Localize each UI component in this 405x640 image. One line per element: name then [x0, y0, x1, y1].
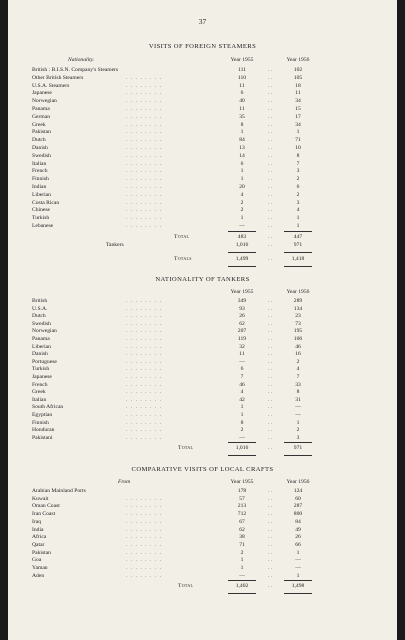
value-1956: 7: [296, 160, 300, 167]
row-label: Swedish: [32, 152, 51, 159]
table-row: Turkish . . . . . . . . 1 . . 1: [8, 214, 397, 223]
table-row: Pakistan . . . . . . . . 2 . . 1: [8, 549, 397, 558]
value-1955: 7: [240, 374, 244, 380]
crafts-header: [8, 478, 397, 487]
row-label: Pakistani: [32, 434, 53, 441]
rule-line: [284, 593, 312, 594]
table-row: Panama . . . . . . . . 119 . . 106: [8, 335, 397, 344]
table-row: Norwegian . . . . . . . . 40 . . 34: [8, 97, 397, 106]
value-1955: 1: [240, 129, 244, 136]
row-label: Panama: [32, 336, 50, 342]
value-1956: 1,498: [291, 583, 305, 589]
table-row: Norwegian . . . . . . . . 207 . . 195: [8, 327, 397, 336]
value-1956: 124: [293, 488, 303, 494]
value-1955: 71: [239, 541, 245, 548]
row-label: German: [32, 113, 51, 120]
value-1956: 4: [296, 207, 300, 214]
rule-line: [228, 252, 256, 253]
table-row: Chinese . . . . . . . . 2 . . 4: [8, 206, 397, 215]
total-row: Total 1,016 . . 971: [8, 444, 397, 453]
value-1955: 2: [240, 207, 244, 214]
table-row: South African . . . . . . . . 1 . . —: [8, 403, 397, 412]
row-label: Oman Coast: [32, 503, 60, 510]
table-row: Italian . . . . . . . . 42 . . 31: [8, 396, 397, 405]
row-label: Liberian: [32, 343, 51, 350]
value-1955: 119: [237, 336, 247, 342]
table-row: Qatar . . . . . . . . 71 . . 66: [8, 541, 397, 550]
rule-line: [228, 266, 256, 267]
value-1955: 38: [239, 534, 245, 541]
value-1955: 35: [239, 113, 245, 120]
value-1955: 1,016: [235, 242, 249, 248]
value-1956: 102: [293, 67, 303, 73]
row-label: Swedish: [32, 320, 51, 327]
row-label: U.S.A.: [32, 305, 48, 312]
table-row: U.S.A. . . . . . . . . 93 . . 134: [8, 305, 397, 314]
value-1956: 16: [295, 351, 301, 358]
table-row: Panama . . . . . . . . 11 . . 15: [8, 105, 397, 114]
value-1955: 8: [240, 121, 244, 128]
row-label: Turkish: [32, 366, 50, 373]
value-1956: 11: [295, 90, 301, 97]
table-row: Arabian Mainland Ports 178 . . 124: [8, 487, 397, 496]
crafts-year1: Year 1955: [230, 479, 254, 485]
table-row: Liberian . . . . . . . . 4 . . 2: [8, 191, 397, 200]
row-label: Yaman: [32, 565, 48, 571]
rule-line: [228, 455, 256, 456]
row-label: Chinese: [32, 207, 51, 214]
value-1956: 2: [296, 427, 300, 434]
table-row: Honduran . . . . . . . . 2 . . 2: [8, 426, 397, 435]
value-1956: 4: [296, 366, 300, 373]
rule-line: [228, 442, 256, 443]
tankers-row: Tankers 1,016 . . 971: [8, 241, 397, 250]
steamers-header: [8, 56, 397, 65]
value-1956: 31: [295, 396, 301, 403]
table-row: Swedish . . . . . . . . 14 . . 8: [8, 152, 397, 161]
table-row: Turkish . . . . . . . . 6 . . 4: [8, 365, 397, 374]
table-row: British . . . . . . . . 349 . . 289: [8, 297, 397, 306]
tankers-title: NATIONALITY OF TANKERS: [155, 276, 250, 283]
row-label: Qatar: [32, 541, 45, 548]
table-row: Swedish . . . . . . . . 62 . . 73: [8, 320, 397, 329]
table-row: Indian . . . . . . . . 20 . . 6: [8, 183, 397, 192]
value-1956: 49: [295, 526, 301, 533]
steamers-col-label: Nationality.: [68, 57, 95, 63]
total-row: Total 1,402 . . 1,498: [8, 582, 397, 591]
value-1956: 23: [295, 313, 301, 320]
row-label: Africa: [32, 534, 47, 541]
rule-line: [284, 266, 312, 267]
table-row: French . . . . . . . . 46 . . 33: [8, 381, 397, 390]
value-1955: 207: [237, 328, 247, 335]
value-1955: 11: [239, 106, 245, 112]
table-row: German . . . . . . . . 35 . . 17: [8, 113, 397, 122]
value-1956: 1: [296, 215, 300, 222]
steamers-title: VISITS OF FOREIGN STEAMERS: [148, 43, 257, 50]
crafts-title: COMPARATIVE VISITS OF LOCAL CRAFTS: [131, 466, 274, 473]
value-1955: 1: [240, 215, 244, 222]
value-1956: 971: [293, 445, 303, 451]
row-label: Tankers: [106, 242, 124, 248]
value-1955: 712: [237, 511, 247, 518]
value-1956: 1: [296, 129, 300, 136]
row-label: Greek: [32, 121, 46, 128]
table-row: Egyptian . . . . . . . . 1 . . —: [8, 411, 397, 420]
table-row: Lebanese . . . . . . . . — . . 1: [8, 222, 397, 231]
row-label: Italian: [32, 396, 47, 403]
value-1955: 1,499: [235, 256, 249, 262]
value-1956: 3: [296, 434, 300, 441]
steamers-year2: Year 1956: [286, 57, 310, 63]
row-label: Finnish: [32, 176, 49, 183]
value-1955: 57: [239, 495, 245, 502]
value-1956: 17: [295, 113, 301, 120]
value-1955: 13: [239, 145, 245, 151]
value-1955: 20: [239, 184, 245, 190]
value-1956: 71: [295, 137, 301, 144]
rule-line: [284, 442, 312, 443]
row-label: Goa: [32, 557, 42, 564]
table-row: U.S.A. Steamers . . . . . . . . 11 . . 18: [8, 82, 397, 91]
row-label: Norwegian: [32, 328, 57, 335]
value-1956: 7: [296, 374, 300, 380]
tankers-year2: Year 1956: [286, 289, 310, 295]
value-1956: 287: [293, 503, 303, 510]
value-1956: 1: [296, 223, 300, 229]
value-1955: 213: [237, 503, 247, 510]
value-1955: —: [239, 358, 245, 365]
value-1955: 40: [239, 98, 245, 105]
value-1956: 6: [296, 184, 300, 190]
row-label: Dutch: [32, 137, 46, 144]
table-row: Goa . . . . . . . . 1 . . —: [8, 556, 397, 565]
value-1955: 2: [240, 199, 244, 206]
value-1956: 800: [293, 511, 303, 518]
value-1955: 6: [240, 366, 244, 373]
rule-line: [284, 252, 312, 253]
value-1956: 195: [293, 328, 303, 335]
value-1956: —: [295, 557, 301, 564]
value-1956: 134: [293, 305, 303, 312]
row-label: Aden: [32, 572, 45, 579]
value-1956: 34: [295, 98, 301, 105]
table-row: Pakistani . . . . . . . . — . . 3: [8, 434, 397, 443]
value-1956: 33: [295, 381, 301, 388]
value-1955: 483: [237, 234, 247, 240]
value-1955: 349: [237, 298, 247, 304]
value-1955: 62: [239, 526, 245, 533]
table-row: Japanese . . . . . . . . 7 . . 7: [8, 373, 397, 382]
rule-line: [228, 580, 256, 581]
value-1956: —: [295, 565, 301, 571]
table-row: Danish . . . . . . . . 13 . . 10: [8, 144, 397, 153]
value-1955: 2: [240, 427, 244, 434]
table-row: Portuguese . . . . . . . . — . . 2: [8, 358, 397, 367]
table-row: Aden . . . . . . . . — . . 1: [8, 572, 397, 581]
table-row: British : B.I.S.N. Company's Steamers 111 . . 102: [8, 66, 397, 75]
crafts-year2: Year 1956: [286, 479, 310, 485]
value-1955: 67: [239, 518, 245, 525]
value-1955: 32: [239, 343, 245, 350]
row-label: Japanese: [32, 374, 52, 380]
value-1956: 447: [293, 234, 303, 240]
table-row: Danish . . . . . . . . 11 . . 16: [8, 350, 397, 359]
value-1955: 62: [239, 320, 245, 327]
value-1956: 289: [293, 298, 303, 304]
row-label: Portuguese: [32, 358, 57, 365]
rule-line: [284, 580, 312, 581]
document-page: [8, 0, 397, 640]
value-1955: 1: [240, 168, 244, 175]
table-row: Italian . . . . . . . . 6 . . 7: [8, 160, 397, 169]
table-row: Finnish . . . . . . . . 8 . . 1: [8, 419, 397, 428]
value-1956: 1: [296, 419, 300, 426]
value-1955: 84: [239, 137, 245, 144]
value-1955: 178: [237, 488, 247, 494]
steamers-year1: Year 1955: [230, 57, 254, 63]
crafts-col-label: From: [118, 479, 131, 485]
value-1956: 8: [296, 152, 300, 159]
row-label: Iraq: [32, 518, 42, 525]
row-label: Greek: [32, 389, 46, 396]
table-row: Dutch . . . . . . . . 26 . . 23: [8, 312, 397, 321]
value-1955: 8: [240, 419, 244, 426]
value-1956: 2: [296, 176, 300, 183]
value-1956: 106: [293, 336, 303, 342]
table-row: Greek . . . . . . . . 4 . . 8: [8, 388, 397, 397]
row-label: India: [32, 526, 44, 533]
value-1955: 6: [240, 90, 244, 97]
value-1956: 84: [295, 518, 301, 525]
row-label: Danish: [32, 145, 48, 151]
rule-line: [284, 231, 312, 232]
value-1956: 2: [296, 358, 300, 365]
row-label: Egyptian: [32, 412, 53, 418]
value-1955: 46: [239, 381, 245, 388]
value-1956: 971: [293, 242, 303, 248]
row-label: Panama: [32, 106, 50, 112]
row-label: Lebanese: [32, 223, 54, 229]
table-row: Yaman . . . . . . . . 1 . . —: [8, 564, 397, 573]
rule-line: [228, 593, 256, 594]
row-label: Italian: [32, 160, 47, 167]
row-label: French: [32, 381, 48, 388]
value-1955: 110: [237, 74, 247, 81]
value-1956: 10: [295, 145, 301, 151]
value-1956: 34: [295, 121, 301, 128]
table-row: Other British Steamers . . . . . . . . 110 . . 105: [8, 74, 397, 83]
value-1956: 8: [296, 389, 300, 396]
value-1955: 1: [240, 176, 244, 183]
table-row: Kuwait . . . . . . . . 57 . . 60: [8, 495, 397, 504]
row-label: Total: [174, 234, 190, 240]
row-label: South African: [32, 404, 64, 411]
table-row: Liberian . . . . . . . . 32 . . 46: [8, 343, 397, 352]
table-row: Dutch . . . . . . . . 84 . . 71: [8, 136, 397, 145]
row-label: Totals: [174, 256, 192, 262]
value-1956: 15: [295, 106, 301, 112]
value-1955: 1: [240, 404, 244, 411]
value-1955: —: [239, 223, 245, 229]
row-label: Total: [178, 445, 194, 451]
row-label: Kuwait: [32, 495, 49, 502]
value-1955: 14: [239, 152, 245, 159]
table-row: Costa Rican . . . . . . . . 2 . . 3: [8, 199, 397, 208]
row-label: French: [32, 168, 48, 175]
value-1956: 66: [295, 541, 301, 548]
table-row: Greek . . . . . . . . 8 . . 34: [8, 121, 397, 130]
value-1955: 11: [239, 82, 245, 89]
row-label: Dutch: [32, 313, 46, 320]
value-1956: 1: [296, 549, 300, 556]
row-label: Japanese: [32, 90, 52, 97]
value-1956: —: [295, 404, 301, 411]
total-row: Total 483 . . 447: [8, 233, 397, 242]
value-1956: 18: [295, 82, 301, 89]
row-label: Indian: [32, 184, 47, 190]
table-row: Finnish . . . . . . . . 1 . . 2: [8, 175, 397, 184]
value-1956: 1: [296, 572, 300, 579]
value-1955: 1: [240, 412, 244, 418]
value-1956: 46: [295, 343, 301, 350]
value-1956: —: [295, 412, 301, 418]
value-1955: 1,016: [235, 445, 249, 451]
value-1956: 3: [296, 168, 300, 175]
row-label: Finnish: [32, 419, 49, 426]
row-label: British : B.I.S.N. Company's Steamers: [32, 67, 119, 73]
value-1955: 1,402: [235, 583, 249, 589]
table-row: Pakistan . . . . . . . . 1 . . 1: [8, 128, 397, 137]
row-label: Total: [178, 583, 194, 589]
row-label: Pakistan: [32, 129, 51, 136]
rule-line: [284, 455, 312, 456]
value-1956: 2: [296, 191, 300, 198]
table-row: Oman Coast . . . . . . . . 213 . . 287: [8, 502, 397, 511]
row-label: Costa Rican: [32, 199, 60, 206]
row-label: Liberian: [32, 191, 51, 198]
tankers-header: [8, 288, 397, 297]
table-row: Iraq . . . . . . . . 67 . . 84: [8, 518, 397, 527]
value-1955: 1: [240, 557, 244, 564]
page-number: 37: [198, 17, 207, 26]
value-1955: 26: [239, 313, 245, 320]
table-row: French . . . . . . . . 1 . . 3: [8, 167, 397, 176]
row-label: Arabian Mainland Ports: [32, 488, 86, 494]
table-row: India . . . . . . . . 62 . . 49: [8, 526, 397, 535]
table-row: Africa . . . . . . . . 38 . . 26: [8, 533, 397, 542]
row-label: Turkish: [32, 215, 50, 222]
value-1955: —: [239, 572, 245, 579]
table-row: Iran Coast . . . . . . . . 712 . . 800: [8, 510, 397, 519]
value-1956: 105: [293, 74, 303, 81]
value-1955: 4: [240, 191, 244, 198]
value-1956: 26: [295, 534, 301, 541]
value-1955: 1: [240, 565, 244, 571]
row-label: Norwegian: [32, 98, 57, 105]
row-label: British: [32, 298, 48, 304]
row-label: Danish: [32, 351, 48, 358]
row-label: Iran Coast: [32, 511, 56, 518]
value-1955: 4: [240, 389, 244, 396]
row-label: U.S.A. Steamers: [32, 82, 70, 89]
value-1955: 111: [238, 67, 246, 73]
row-label: Honduran: [32, 427, 55, 434]
value-1955: 6: [240, 160, 244, 167]
table-row: Japanese . . . . . . . . 6 . . 11: [8, 89, 397, 98]
row-label: Other British Steamers: [32, 74, 84, 81]
value-1956: 60: [295, 495, 301, 502]
tankers-year1: Year 1955: [230, 289, 254, 295]
value-1955: —: [239, 434, 245, 441]
value-1955: 11: [239, 351, 245, 358]
grand-total-row: Totals 1,499 . . 1,418: [8, 255, 397, 264]
value-1956: 3: [296, 199, 300, 206]
value-1956: 1,418: [291, 256, 305, 262]
value-1955: 42: [239, 396, 245, 403]
value-1955: 2: [240, 549, 244, 556]
value-1956: 73: [295, 320, 301, 327]
value-1955: 93: [239, 305, 245, 312]
rule-line: [228, 231, 256, 232]
row-label: Pakistan: [32, 549, 51, 556]
